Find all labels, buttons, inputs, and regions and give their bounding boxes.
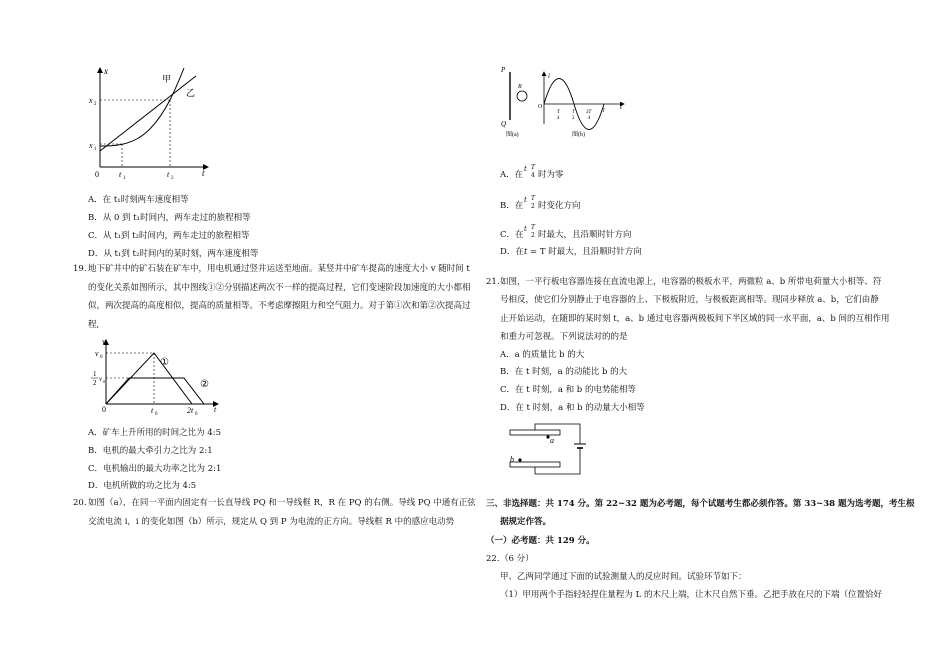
q21-capacitor-figure: [500, 420, 600, 480]
label-2t0-sub: 0: [195, 412, 198, 416]
section3-line-1: 三、非选择题：共 174 分。第 22~32 题为必考题，每个试题考生都必须作答。第 33~38 题为选考题，考生根: [486, 499, 915, 509]
axis-label-t: t: [202, 168, 205, 178]
q21-line-4: 和重力可忽视。下列说法对的的是: [500, 332, 628, 342]
q20-option-c-den: 2: [531, 232, 535, 239]
q20-option-d: [500, 243, 700, 261]
q19-option-d: D．电机所做的功之比为 4:5: [88, 481, 197, 491]
tick-T2-den: 2: [572, 116, 575, 121]
q20-option-b-prefix: B．在: [500, 201, 524, 211]
q21-option-d: D．在 t 时刻，a 和 b 的动量大小相等: [500, 403, 645, 413]
label-t2: t: [167, 170, 170, 179]
label-O: O: [538, 104, 543, 110]
q20-option-b-suffix: 时变化方向: [538, 201, 581, 211]
label-origin: 0: [95, 170, 99, 179]
q20-figures: [496, 62, 636, 142]
label-half-v0: v: [99, 375, 103, 383]
q18-option-b: B．从 0 到 t₁时间内，两车走过的旅程相等: [88, 213, 251, 223]
q20-option-d-suffix: = T 时最大，且沿顺时针方向: [530, 247, 642, 257]
label-R: R: [518, 84, 522, 90]
q20-option-a-prefix: A．在: [500, 170, 524, 180]
axis-label-t: t: [214, 405, 217, 414]
tick-T: T: [602, 109, 605, 114]
q19-line-3: 似，两次提高的高度相似，提高的质量相等。不考虑摩擦阻力和空气阻力。对于第①次和第②次提高过: [88, 301, 471, 311]
q20-option-b: [500, 195, 660, 219]
q20-option-c-prefix: C．在: [500, 230, 524, 240]
q19-number: 19.: [73, 264, 87, 274]
q20-option-b-den: 2: [531, 203, 535, 210]
q20-option-b-num: T: [531, 195, 536, 202]
required-heading: （一）必考题：共 129 分。: [486, 536, 595, 546]
label-x2: x: [89, 96, 93, 105]
q21-line-1: 如图，一平行板电容器连接在直流电源上，电容器的极板水平，两微粒 a、b 所带电荷量大小相等、符: [500, 277, 882, 287]
caption-b: 图(b): [572, 132, 585, 138]
q20-option-c-num: T: [531, 224, 536, 231]
q20-option-a-t: t: [524, 165, 527, 173]
label-half-v0-sub: 0: [103, 379, 105, 384]
axis-label-x: x: [104, 66, 108, 76]
q19-line-4: 程,: [88, 320, 100, 330]
q20-number: 20.: [73, 498, 87, 508]
q20-option-d-prefix: D．在: [500, 247, 524, 257]
label-t1: t: [119, 170, 122, 179]
tick-T2-num: T: [572, 110, 575, 115]
label-origin: 0: [102, 405, 106, 414]
q22-score: （6 分）: [500, 554, 534, 564]
q20-option-a: [500, 164, 660, 188]
label-half: 1: [93, 370, 97, 378]
label-x2-sub: 2: [94, 102, 97, 107]
label-2t0: 2t: [187, 406, 194, 415]
q20-option-a-suffix: 时为零: [538, 170, 564, 180]
curve-2-label: ②: [200, 379, 209, 390]
q20-line-1: 如图（a），在同一平面内固定有一长直导线 PQ 和一导线框 R，R 在 PQ 的右侧。导线 PQ 中通有正弦: [88, 498, 476, 508]
label-t0-sub: 0: [155, 412, 158, 416]
q19-option-c: C．电机输出的最大功率之比为 2:1: [88, 464, 222, 474]
label-a: a: [550, 436, 554, 445]
tick-T4-den: 4: [557, 116, 560, 121]
q21-line-2: 号相反，使它们分别静止于电容器的上、下极板附近，与极板距离相等。现同步释放 a、b，它们由静: [500, 295, 879, 305]
q21-number: 21.: [486, 277, 500, 287]
q20-option-c-suffix: 时最大，且沿顺时针方向: [538, 230, 632, 240]
q19-option-a: A．矿车上升所用的时间之比为 4:5: [88, 428, 222, 438]
label-half-den: 2: [93, 379, 97, 387]
q21-option-b: B．在 t 时刻，a 的动能比 b 的大: [500, 367, 628, 377]
q22-line-2: （1）甲用两个手指轻轻捏住量程为 L 的木尺上端，让木尺自然下垂。乙把手放在尺的下端（位置恰好: [500, 590, 882, 600]
axis-label-v: v: [102, 337, 106, 346]
label-t0: t: [151, 406, 154, 415]
caption-a: 图(a): [506, 132, 519, 138]
label-i: i: [548, 72, 550, 80]
label-b: b: [510, 455, 514, 464]
label-t2-sub: 2: [171, 176, 174, 181]
q21-option-a: A．a 的质量比 b 的大: [500, 350, 585, 360]
q18-xt-graph: [88, 62, 218, 182]
q18-option-d: D．从 t₁到 t₂时间内的某时刻，两车速度相等: [88, 249, 259, 259]
tick-3T4-num: 3T: [586, 110, 592, 115]
label-t: t: [620, 103, 622, 111]
q20-option-a-den: 4: [531, 172, 535, 179]
q19-option-b: B．电机的最大牵引力之比为 2:1: [88, 446, 213, 456]
tick-3T4-den: 4: [588, 116, 591, 121]
label-jia: 甲: [162, 74, 172, 84]
label-x1-sub: 1: [94, 147, 97, 152]
q21-line-3: 止开始运动，在随即的某时刻 t，a、b 通过电容器两极板间下半区域的同一水平面，a、b 间的互相作用: [500, 314, 890, 324]
q19-line-2: 的变化关系如图所示，其中图线①②分别描述两次不一样的提高过程，它们变速阶段加速度的大小都相: [88, 283, 471, 293]
label-x1: x: [89, 141, 93, 150]
label-v0-sub: 0: [100, 355, 103, 360]
q20-option-c-t: t: [524, 225, 527, 233]
label-Q: Q: [501, 120, 507, 128]
q22-number: 22.: [486, 554, 500, 564]
curve-1-label: ①: [160, 357, 169, 368]
label-v0: v: [95, 349, 99, 358]
q19-line-1: 地下矿井中的矿石装在矿车中，用电机通过竖井运送至地面。某竖井中矿车提高的速度大小 v 随时间 t: [88, 264, 470, 274]
q21-option-c: C．在 t 时刻，a 和 b 的电势能相等: [500, 385, 636, 395]
q20-option-b-t: t: [524, 196, 527, 204]
section3-line-2: 据规定作答。: [500, 517, 552, 527]
label-yi: 乙: [186, 88, 196, 98]
label-t1-sub: 1: [123, 176, 126, 181]
label-P: P: [501, 66, 506, 74]
q22-line-1: 甲、乙两同学通过下面的试验测量人的反应时间。试验环节如下：: [500, 572, 747, 582]
q20-option-a-num: T: [531, 164, 536, 171]
q18-option-c: C．从 t₁到 t₂时间内，两车走过的旅程相等: [88, 231, 250, 241]
q19-vt-graph: [88, 336, 228, 416]
q20-line-2: 交流电流 i，i 的变化如图（b）所示，规定从 Q 到 P 为电流的正方向。导线框 R 中的感应电动势: [88, 517, 455, 527]
tick-T4-num: T: [557, 110, 560, 115]
q18-option-a: A．在 t₁时刻两车速度相等: [88, 195, 189, 205]
q20-option-d-t: t: [524, 247, 528, 257]
